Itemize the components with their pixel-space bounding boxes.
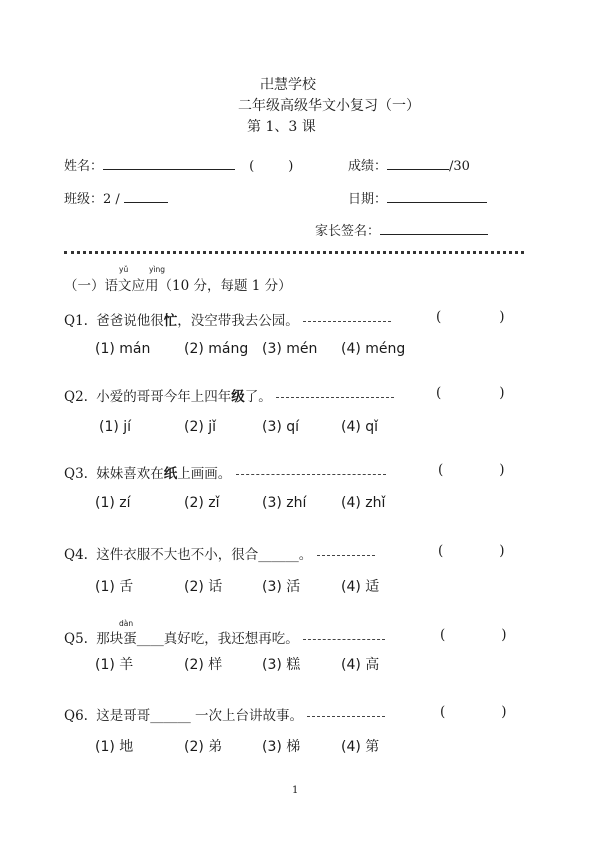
option-3-2[interactable]: (2) zǐ xyxy=(184,495,220,511)
option-3-1[interactable]: (1) zí xyxy=(95,495,131,511)
option-4-4[interactable]: (4) 适 xyxy=(341,579,380,595)
option-2-3[interactable]: (3) qí xyxy=(262,419,300,435)
parent-signature-blank[interactable] xyxy=(380,222,488,235)
question-text-pre: 这是哥哥 xyxy=(96,708,151,724)
question-text-pre: 那块 xyxy=(96,631,124,647)
question-text-pre: 妹妹喜欢在 xyxy=(96,466,164,482)
option-4-2[interactable]: (2) 话 xyxy=(184,579,223,595)
option-5-1[interactable]: (1) 羊 xyxy=(95,657,134,673)
option-6-2[interactable]: (2) 弟 xyxy=(184,739,223,755)
question-text-post: 了。 xyxy=(244,389,272,405)
answer-box-3[interactable] xyxy=(438,462,505,478)
section-title xyxy=(64,274,292,294)
option-6-3[interactable]: (3) 梯 xyxy=(262,739,301,755)
score-blank[interactable] xyxy=(387,157,449,170)
question-text-post: ____真好吃，我还想再吃。 xyxy=(136,631,299,647)
question-text-pre: 小爱的哥哥今年上四年 xyxy=(96,389,232,405)
question-key-char: 级 xyxy=(231,389,245,405)
question-5 xyxy=(64,627,385,647)
answer-paren-close: ) xyxy=(499,309,505,325)
option-4-3[interactable]: (3) 活 xyxy=(262,579,301,595)
option-1-4[interactable]: (4) méng xyxy=(341,341,406,357)
score-label: 成绩： xyxy=(348,159,388,174)
answer-leader-line xyxy=(317,555,375,556)
option-2-4[interactable]: (4) qǐ xyxy=(341,419,379,435)
question-text-post: 。 xyxy=(298,547,313,563)
question-text-post: ，没空带我去公园。 xyxy=(177,313,299,329)
pinyin-yu: yǔ xyxy=(119,265,129,274)
option-3-4[interactable]: (4) zhǐ xyxy=(341,495,386,511)
question-number: Q1. xyxy=(64,313,88,329)
answer-paren-open: ( xyxy=(436,385,442,401)
question-text-pre: 爸爸说他很 xyxy=(96,313,164,329)
score-field[interactable] xyxy=(348,155,470,174)
option-2-1[interactable]: (1) jí xyxy=(99,419,132,435)
answer-paren-open: ( xyxy=(438,462,444,478)
answer-leader-line xyxy=(236,474,386,475)
class-label: 班级： xyxy=(64,192,104,207)
question-key-char: 忙 xyxy=(163,313,178,329)
answer-paren-open: ( xyxy=(440,627,446,643)
class-value: 2 / xyxy=(103,192,120,207)
date-label: 日期： xyxy=(348,192,388,207)
name-label: 姓名： xyxy=(64,159,104,174)
parent-signature-field[interactable] xyxy=(315,220,488,239)
date-blank[interactable] xyxy=(387,190,487,203)
section-divider xyxy=(64,251,524,254)
section-title-rest: 应用（10 分，每题 1 分） xyxy=(131,278,292,294)
school-name: 卍慧学校 xyxy=(260,77,316,93)
page-number: 1 xyxy=(292,785,299,796)
question-3 xyxy=(64,462,386,482)
question-key-char: 蛋 xyxy=(123,631,137,647)
question-key-char: 纸 xyxy=(163,466,178,482)
question-number: Q6. xyxy=(64,708,88,724)
question-blank[interactable]: ______ xyxy=(258,547,299,563)
answer-box-5[interactable] xyxy=(440,627,507,643)
question-number: Q3. xyxy=(64,466,88,482)
question-text-pre: 这件衣服不大也不小，很合 xyxy=(96,547,259,563)
answer-box-6[interactable] xyxy=(440,704,507,720)
answer-box-4[interactable] xyxy=(438,543,505,559)
question-4 xyxy=(64,543,375,563)
section-prefix: （一） xyxy=(64,278,105,294)
question-2 xyxy=(64,385,394,405)
pinyin-dan: dàn xyxy=(119,619,134,628)
question-text-post: 上画画。 xyxy=(177,466,232,482)
question-number: Q5. xyxy=(64,631,88,647)
option-3-3[interactable]: (3) zhí xyxy=(262,495,307,511)
answer-paren-close: ) xyxy=(501,627,507,643)
option-4-1[interactable]: (1) 舌 xyxy=(95,579,134,595)
answer-leader-line xyxy=(303,639,385,640)
name-field[interactable] xyxy=(64,155,293,174)
date-field[interactable] xyxy=(348,188,487,207)
worksheet-title: 二年级高级华文小复习（一） xyxy=(238,98,420,114)
name-paren-open: ( xyxy=(249,159,255,174)
answer-paren-open: ( xyxy=(436,309,442,325)
answer-paren-open: ( xyxy=(440,704,446,720)
answer-leader-line xyxy=(303,321,391,322)
question-1 xyxy=(64,309,391,329)
answer-leader-line xyxy=(276,397,394,398)
answer-paren-open: ( xyxy=(438,543,444,559)
answer-paren-close: ) xyxy=(499,462,505,478)
option-6-4[interactable]: (4) 第 xyxy=(341,739,380,755)
section-char-wen: 文 xyxy=(118,278,132,294)
question-text-post: 一次上台讲故事。 xyxy=(190,708,304,724)
pinyin-ying: yìng xyxy=(149,265,166,274)
answer-box-1[interactable] xyxy=(436,309,505,325)
section-char-yu: 语 xyxy=(104,278,118,294)
question-blank[interactable]: ______ xyxy=(150,708,191,724)
option-5-3[interactable]: (3) 糕 xyxy=(262,657,301,673)
question-6 xyxy=(64,704,385,724)
option-5-4[interactable]: (4) 高 xyxy=(341,657,380,673)
parent-signature-label: 家长签名： xyxy=(315,224,381,239)
option-5-2[interactable]: (2) 样 xyxy=(184,657,223,673)
lesson-range: 第 1、3 课 xyxy=(247,119,316,135)
class-field[interactable] xyxy=(64,188,168,207)
answer-paren-close: ) xyxy=(499,385,505,401)
question-number: Q4. xyxy=(64,547,88,563)
option-6-1[interactable]: (1) 地 xyxy=(95,739,134,755)
score-total: /30 xyxy=(449,159,470,174)
name-paren-close: ) xyxy=(288,159,294,174)
class-blank[interactable] xyxy=(124,190,168,203)
answer-box-2[interactable] xyxy=(436,385,505,401)
answer-paren-close: ) xyxy=(499,543,505,559)
option-2-2[interactable]: (2) jǐ xyxy=(184,419,217,435)
option-1-2[interactable]: (2) máng xyxy=(184,341,249,357)
question-number: Q2. xyxy=(64,389,88,405)
option-1-1[interactable]: (1) mán xyxy=(95,341,151,357)
answer-leader-line xyxy=(307,716,385,717)
answer-paren-close: ) xyxy=(501,704,507,720)
option-1-3[interactable]: (3) mén xyxy=(262,341,318,357)
name-blank[interactable] xyxy=(103,157,235,170)
